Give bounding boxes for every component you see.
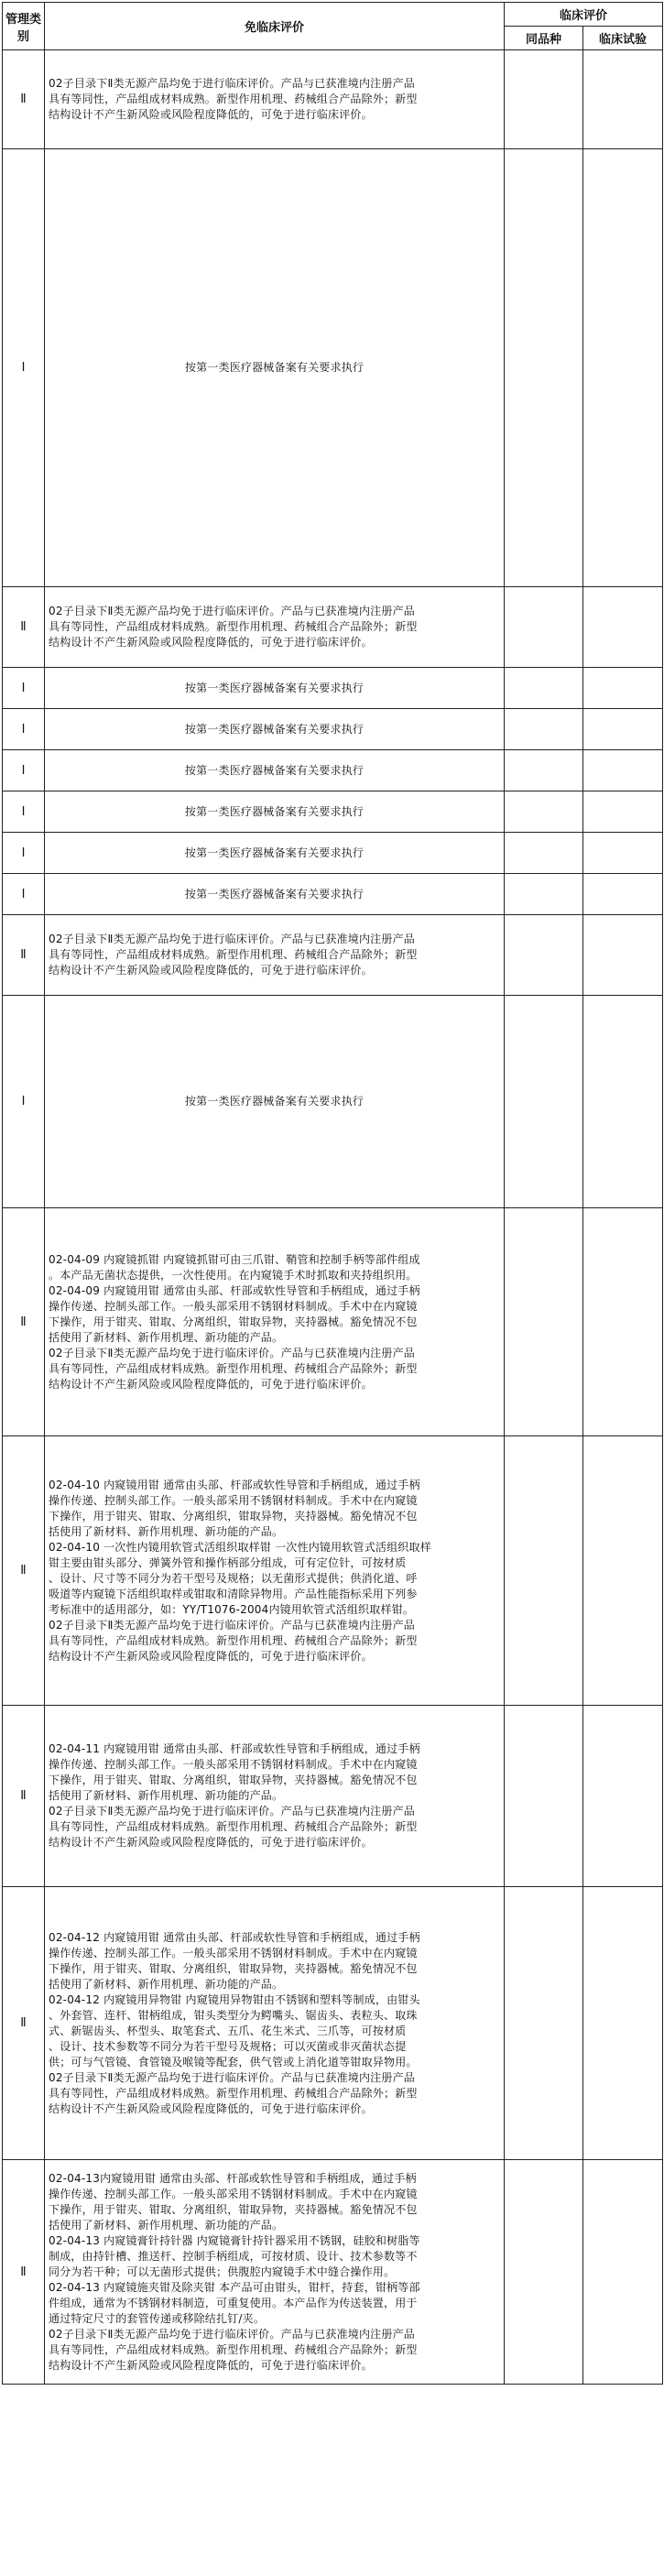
evaluation-text-line: 、设计、技术参数等不同分为若干型号及规格；可以灭菌或非灭菌状态提 [49, 2039, 407, 2053]
header-category: 管理类别 [3, 3, 45, 50]
evaluation-text-line: 具有等同性，产品组成材料成熟。新型作用机理、药械组合产品除外；新型 [49, 1633, 418, 1647]
header-clinical-evaluation: 临床评价 [505, 3, 663, 27]
clinical-trial-cell [583, 750, 663, 791]
exempt-evaluation-cell [45, 874, 505, 915]
evaluation-text-line: 02子目录下Ⅱ类无源产品均免于进行临床评价。产品与已获准境内注册产品 [49, 1346, 415, 1359]
evaluation-text-line: 02-04-09 内窥镜用钳 通常由头部、杆部或软性导管和手柄组成，通过手柄 [49, 1283, 420, 1297]
evaluation-text-line: 结构设计不产生新风险或风险程度降低的，可免于进行临床评价。 [49, 2101, 373, 2115]
clinical-trial-cell [583, 915, 663, 996]
evaluation-text-line: 下操作，用于钳夹、钳取、分离组织，钳取异物，夹持器械。豁免情况不包 [49, 1509, 418, 1523]
evaluation-text-line: 按第一类医疗器械备案有关要求执行 [184, 722, 365, 736]
category-cell: Ⅰ [3, 709, 45, 750]
table-row [3, 709, 663, 750]
clinical-trial-cell [583, 2160, 663, 2385]
evaluation-text-line: 按第一类医疗器械备案有关要求执行 [184, 361, 365, 374]
evaluation-text-line: 括使用了新材料、新作用机理、新功能的产品。 [49, 2218, 284, 2232]
evaluation-text-line: 操作传递、控制头部工作。一般头部采用不锈钢材料制成。手术中在内窥镜 [49, 1758, 418, 1771]
same-variety-cell [505, 149, 583, 587]
evaluation-text-line: 02子目录下Ⅱ类无源产品均免于进行临床评价。产品与已获准境内注册产品 [49, 77, 415, 90]
evaluation-text-line: 具有等同性，产品组成材料成熟。新型作用机理、药械组合产品除外；新型 [49, 1361, 418, 1375]
clinical-trial-cell [583, 996, 663, 1208]
header-same-variety: 同品种 [505, 27, 583, 50]
evaluation-text-line: 、外套管、连杆、钳柄组成，钳头类型分为鳄嘴头、锯齿头、表粒头、取珠 [49, 2008, 418, 2022]
clinical-trial-cell [583, 668, 663, 709]
same-variety-cell [505, 668, 583, 709]
header-clinical-trial: 临床试验 [583, 27, 663, 50]
exempt-evaluation-cell [45, 1887, 505, 2160]
table-row [3, 1887, 663, 2160]
evaluation-text-line: 02-04-12 内窥镜用异物钳 内窥镜用异物钳由不锈钢和塑料等制成，由钳头 [49, 1992, 420, 2006]
evaluation-text-line: 按第一类医疗器械备案有关要求执行 [184, 763, 365, 777]
clinical-trial-cell [583, 50, 663, 149]
clinical-trial-cell [583, 1208, 663, 1436]
evaluation-text-line: 02-04-09 内窥镜抓钳 内窥镜抓钳可由三爪钳、鞘管和控制手柄等部件组成 [49, 1252, 420, 1266]
evaluation-text-line: 操作传递、控制头部工作。一般头部采用不锈钢材料制成。手术中在内窥镜 [49, 1946, 418, 1959]
table-row [3, 791, 663, 833]
table-row [3, 996, 663, 1208]
evaluation-text-line: 结构设计不产生新风险或风险程度降低的，可免于进行临床评价。 [49, 1649, 373, 1663]
same-variety-cell [505, 1706, 583, 1887]
category-cell: Ⅰ [3, 668, 45, 709]
exempt-evaluation-cell [45, 833, 505, 874]
evaluation-text-line: 括使用了新材料、新作用机理、新功能的产品。 [49, 1330, 284, 1344]
category-cell: Ⅰ [3, 750, 45, 791]
evaluation-text-line: 操作传递、控制头部工作。一般头部采用不锈钢材料制成。手术中在内窥镜 [49, 1493, 418, 1507]
evaluation-text-line: 02-04-10 一次性内镜用软管式活组织取样钳 一次性内镜用软管式活组织取样 [49, 1540, 431, 1554]
evaluation-text-line: 按第一类医疗器械备案有关要求执行 [184, 887, 365, 901]
category-cell: Ⅰ [3, 791, 45, 833]
clinical-trial-cell [583, 1887, 663, 2160]
clinical-trial-cell [583, 1436, 663, 1706]
exempt-evaluation-cell [45, 2160, 505, 2385]
clinical-trial-cell [583, 587, 663, 668]
evaluation-text-line: 考标准中的适用部分，如：YY/T1076-2004内镜用软管式活组织取样钳。 [49, 1602, 415, 1616]
evaluation-text-line: 通过特定尺寸的套管传递或移除结扎钉/夹。 [49, 2311, 266, 2325]
evaluation-text-line: 式、新锯齿头、杯型头、取笔套式、五爪、花生米式、三爪等，可按材质 [49, 2024, 407, 2037]
evaluation-text-line: 。本产品无菌状态提供，一次性使用。在内窥镜手术时抓取和夹持组织用。 [49, 1268, 418, 1282]
category-cell: Ⅱ [3, 1887, 45, 2160]
clinical-trial-cell [583, 709, 663, 750]
evaluation-text-line: 02-04-10 内窥镜用钳 通常由头部、杆部或软性导管和手柄组成，通过手柄 [49, 1478, 420, 1491]
evaluation-text-line: 02-04-13内窥镜用钳 通常由头部、杆部或软性导管和手柄组成，通过手柄 [49, 2171, 417, 2185]
evaluation-text-line: 结构设计不产生新风险或风险程度降低的，可免于进行临床评价。 [49, 2358, 373, 2372]
exempt-evaluation-cell [45, 587, 505, 668]
evaluation-text-line: 按第一类医疗器械备案有关要求执行 [184, 681, 365, 694]
category-cell: Ⅰ [3, 833, 45, 874]
category-cell: Ⅱ [3, 915, 45, 996]
category-cell: Ⅰ [3, 996, 45, 1208]
clinical-trial-cell [583, 874, 663, 915]
category-cell: Ⅱ [3, 587, 45, 668]
category-cell: Ⅱ [3, 1208, 45, 1436]
evaluation-text-line: 吸道等内窥镜下活组织取样或钳取和清除异物用。产品性能指标采用下列参 [49, 1587, 418, 1600]
evaluation-text-line: 02子目录下Ⅱ类无源产品均免于进行临床评价。产品与已获准境内注册产品 [49, 1805, 415, 1817]
same-variety-cell [505, 996, 583, 1208]
evaluation-text-line: 结构设计不产生新风险或风险程度降低的，可免于进行临床评价。 [49, 1836, 373, 1849]
clinical-trial-cell [583, 1706, 663, 1887]
evaluation-text-line: 操作传递、控制头部工作。一般头部采用不锈钢材料制成。手术中在内窥镜 [49, 1299, 418, 1313]
table-row [3, 2160, 663, 2385]
table-row [3, 1706, 663, 1887]
evaluation-text-line: 下操作，用于钳夹、钳取、分离组织，钳取异物，夹持器械。豁免情况不包 [49, 2202, 418, 2216]
evaluation-text-line: 02子目录下Ⅱ类无源产品均免于进行临床评价。产品与已获准境内注册产品 [49, 933, 415, 945]
evaluation-text-line: 02子目录下Ⅱ类无源产品均免于进行临床评价。产品与已获准境内注册产品 [49, 2327, 415, 2341]
same-variety-cell [505, 750, 583, 791]
clinical-trial-cell [583, 791, 663, 833]
exempt-evaluation-cell [45, 750, 505, 791]
same-variety-cell [505, 50, 583, 149]
clinical-trial-cell [583, 833, 663, 874]
evaluation-text-line: 制成，由持针槽、推送杆、控制手柄组成，可按材质、设计、技术参数等不 [49, 2249, 418, 2263]
table-row [3, 833, 663, 874]
evaluation-text-line: 结构设计不产生新风险或风险程度降低的，可免于进行临床评价。 [49, 108, 373, 121]
exempt-evaluation-cell [45, 1436, 505, 1706]
evaluation-text-line: 结构设计不产生新风险或风险程度降低的，可免于进行临床评价。 [49, 964, 373, 977]
exempt-evaluation-cell [45, 791, 505, 833]
table-row [3, 50, 663, 149]
evaluation-text-line: 具有等同性，产品组成材料成熟。新型作用机理、药械组合产品除外；新型 [49, 1820, 418, 1833]
category-cell: Ⅱ [3, 50, 45, 149]
table-row [3, 587, 663, 668]
same-variety-cell [505, 1887, 583, 2160]
evaluation-text-line: 具有等同性，产品组成材料成熟。新型作用机理、药械组合产品除外；新型 [49, 948, 418, 961]
evaluation-text-line: 具有等同性，产品组成材料成熟。新型作用机理、药械组合产品除外；新型 [49, 620, 418, 633]
exempt-evaluation-cell [45, 149, 505, 587]
evaluation-text-line: 供；可与气管镜、食管镜及喉镜等配套，供气管或上消化道等钳取异物用。 [49, 2055, 418, 2068]
evaluation-text-line: 括使用了新材料、新作用机理、新功能的产品。 [49, 1789, 284, 1802]
same-variety-cell [505, 709, 583, 750]
exempt-evaluation-cell [45, 668, 505, 709]
category-cell: Ⅱ [3, 1706, 45, 1887]
header-exempt-evaluation: 免临床评价 [45, 3, 505, 50]
evaluation-text-line: 02-04-13 内窥镜施夹钳及除夹钳 本产品可由钳头，钳杆，持套，钳柄等部 [49, 2280, 420, 2294]
evaluation-text-line: 下操作，用于钳夹、钳取、分离组织，钳取异物，夹持器械。豁免情况不包 [49, 1774, 418, 1786]
table-row [3, 874, 663, 915]
category-cell: Ⅰ [3, 874, 45, 915]
exempt-evaluation-cell [45, 1208, 505, 1436]
evaluation-text-line: 下操作，用于钳夹、钳取、分离组织，钳取异物，夹持器械。豁免情况不包 [49, 1961, 418, 1975]
evaluation-text-line: 同分为若干种；可以无菌形式提供；供腹腔内窥镜手术中缝合操作用。 [49, 2265, 396, 2278]
table-row [3, 915, 663, 996]
table-row [3, 149, 663, 587]
same-variety-cell [505, 1436, 583, 1706]
evaluation-text-line: 具有等同性，产品组成材料成熟。新型作用机理、药械组合产品除外；新型 [49, 93, 418, 105]
evaluation-text-line: 按第一类医疗器械备案有关要求执行 [184, 846, 365, 859]
evaluation-text-line: 、设计、尺寸等不同分为若干型号及规格；以无菌形式提供；供消化道、呼 [49, 1571, 418, 1585]
evaluation-text-line: 02-04-12 内窥镜用钳 通常由头部、杆部或软性导管和手柄组成，通过手柄 [49, 1930, 420, 1944]
same-variety-cell [505, 1208, 583, 1436]
same-variety-cell [505, 587, 583, 668]
evaluation-text-line: 具有等同性，产品组成材料成熟。新型作用机理、药械组合产品除外；新型 [49, 2086, 418, 2100]
table-body [3, 50, 663, 2385]
evaluation-text-line: 02子目录下Ⅱ类无源产品均免于进行临床评价。产品与已获准境内注册产品 [49, 2070, 415, 2084]
table-row [3, 668, 663, 709]
evaluation-text-line: 操作传递、控制头部工作。一般头部采用不锈钢材料制成。手术中在内窥镜 [49, 2187, 418, 2200]
exempt-evaluation-cell [45, 915, 505, 996]
table-row [3, 750, 663, 791]
evaluation-text-line: 按第一类医疗器械备案有关要求执行 [184, 804, 365, 818]
evaluation-text-line: 下操作，用于钳夹、钳取、分离组织，钳取异物，夹持器械。豁免情况不包 [49, 1315, 418, 1328]
evaluation-text-line: 具有等同性，产品组成材料成熟。新型作用机理、药械组合产品除外；新型 [49, 2342, 418, 2356]
evaluation-text-line: 02子目录下Ⅱ类无源产品均免于进行临床评价。产品与已获准境内注册产品 [49, 1618, 415, 1632]
exempt-evaluation-cell [45, 996, 505, 1208]
evaluation-table [2, 2, 663, 2385]
evaluation-text-line: 钳主要由钳头部分、弹簧外管和操作柄部分组成，可有定位针，可按材质 [49, 1555, 407, 1569]
evaluation-text-line: 括使用了新材料、新作用机理、新功能的产品。 [49, 1524, 284, 1538]
clinical-trial-cell [583, 149, 663, 587]
same-variety-cell [505, 791, 583, 833]
evaluation-text-line: 按第一类医疗器械备案有关要求执行 [184, 1095, 365, 1108]
evaluation-text-line: 件组成，通常为不锈钢材料制造，可重复使用。本产品作为传送装置，用于 [49, 2296, 418, 2309]
evaluation-text-line: 02子目录下Ⅱ类无源产品均免于进行临床评价。产品与已获准境内注册产品 [49, 605, 415, 617]
evaluation-text-line: 括使用了新材料、新作用机理、新功能的产品。 [49, 1977, 284, 1991]
exempt-evaluation-cell [45, 50, 505, 149]
same-variety-cell [505, 2160, 583, 2385]
same-variety-cell [505, 915, 583, 996]
table-row [3, 1436, 663, 1706]
table-row [3, 1208, 663, 1436]
evaluation-text-line: 结构设计不产生新风险或风险程度降低的，可免于进行临床评价。 [49, 1377, 373, 1391]
evaluation-text-line: 02-04-11 内窥镜用钳 通常由头部、杆部或软性导管和手柄组成，通过手柄 [49, 1742, 420, 1755]
category-cell: Ⅰ [3, 149, 45, 587]
evaluation-text-line: 结构设计不产生新风险或风险程度降低的，可免于进行临床评价。 [49, 636, 373, 649]
same-variety-cell [505, 874, 583, 915]
category-cell: Ⅱ [3, 2160, 45, 2385]
same-variety-cell [505, 833, 583, 874]
exempt-evaluation-cell [45, 709, 505, 750]
evaluation-text-line: 02-04-13 内窥镜膏针持针器 内窥镜膏针持针器采用不锈钢，硅胶和树脂等 [49, 2233, 420, 2247]
category-cell: Ⅱ [3, 1436, 45, 1706]
exempt-evaluation-cell [45, 1706, 505, 1887]
